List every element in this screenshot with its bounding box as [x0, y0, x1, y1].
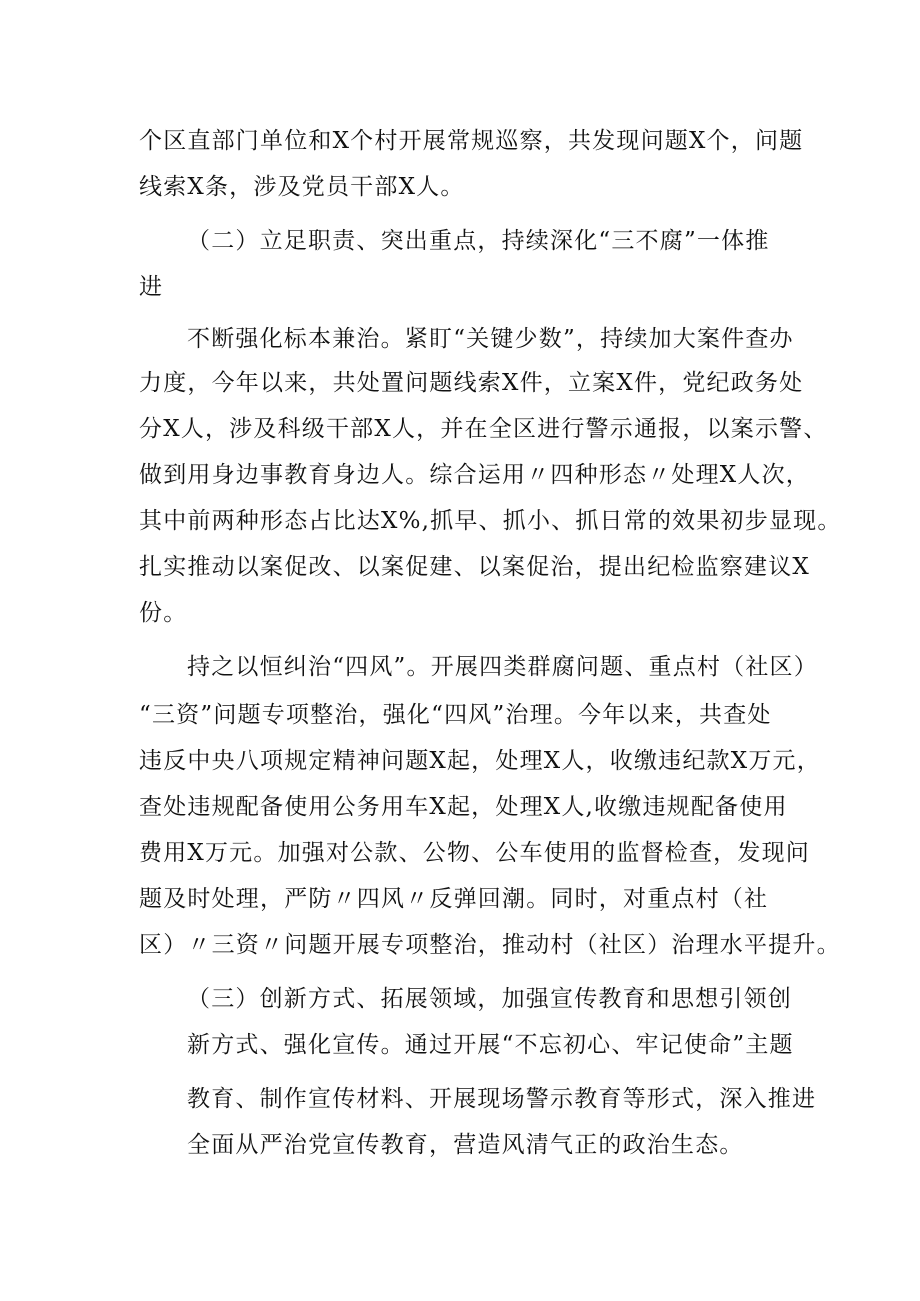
text-line: 新方式、强化宣传。通过开展“不忘初心、牢记使命”主题 [187, 1032, 794, 1058]
text-line: 持之以恒纠治“四风”。开展四类群腐问题、重点村（社区） [187, 654, 818, 680]
text-line: 查处违规配备使用公务用车X起，处理X人,收缴违规配备使用 [139, 794, 788, 820]
text-line: 区）〃三资〃问题开展专项整治，推动村（社区）治理水平提升。 [139, 932, 841, 958]
text-line: 份。 [139, 600, 188, 626]
text-line: 违反中央八项规定精神问题X起，处理X人，收缴违纪款X万元， [139, 748, 821, 774]
text-line: 费用X万元。加强对公款、公物、公车使用的监督检查，发现问 [139, 840, 810, 866]
text-line: 个区直部门单位和X个村开展常规巡察，共发现问题X个，问题 [139, 128, 804, 154]
text-line: 分X人，涉及科级干部X人，并在全区进行警示通报，以案示警、 [139, 416, 828, 442]
text-line: 全面从严治党宣传教育，营造风清气正的政治生态。 [187, 1132, 744, 1158]
text-line: 做到用身边事教育身边人。综合运用〃四种形态〃处理X人次， [139, 462, 810, 488]
text-line: 其中前两种形态占比达X%,抓早、抓小、抓日常的效果初步显现。 [139, 508, 842, 534]
text-line: 题及时处理，严防〃四风〃反弹回潮。同时，对重点村（社 [139, 886, 769, 912]
text-line: 扎实推动以案促改、以案促建、以案促治，提出纪检监察建议X [139, 554, 810, 580]
section-heading: 进 [139, 274, 164, 300]
text-line: “三资”问题专项整治，强化“四风”治理。今年以来，共查处 [139, 702, 772, 728]
text-line: 教育、制作宣传材料、开展现场警示教育等形式，深入推进 [187, 1086, 817, 1112]
text-line: 不断强化标本兼治。紧盯“关键少数”，持续加大案件查办 [187, 326, 794, 352]
section-heading: （三）创新方式、拓展领域，加强宣传教育和思想引领创 [187, 986, 792, 1012]
text-line: 线索X条，涉及党员干部X人。 [139, 174, 465, 200]
section-heading: （二）立足职责、突出重点，持续深化“三不腐”一体推 [187, 228, 770, 254]
text-line: 力度，今年以来，共处置问题线索X件，立案X件，党纪政务处 [139, 370, 804, 396]
